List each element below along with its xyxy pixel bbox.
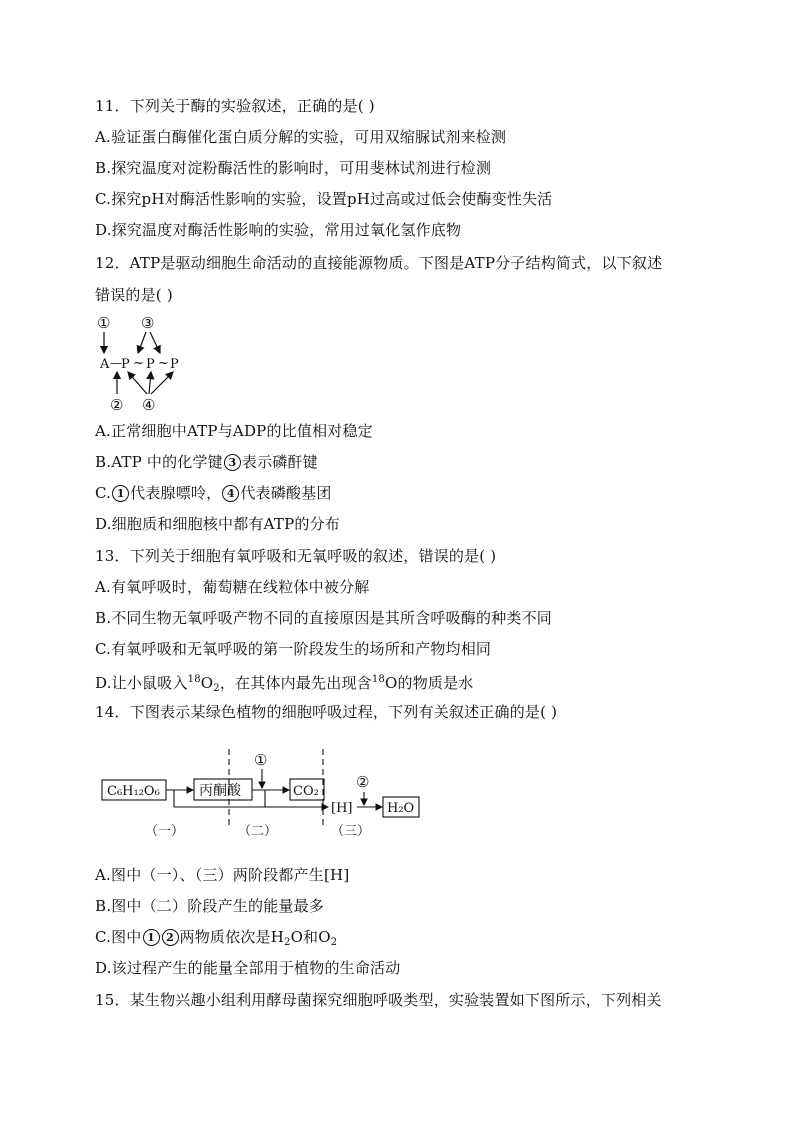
respiration-diagram (95, 745, 435, 845)
atp-arrow-4-left (128, 372, 147, 394)
q13-option-d (95, 670, 474, 699)
q13-stem: 13．下列关于细胞有氧呼吸和无氧呼吸的叙述，错误的是( ) (95, 547, 497, 565)
q12-stem-line1: 12．ATP是驱动细胞生命活动的直接能源物质。下图是ATP分子结构简式，以下叙述 (95, 254, 663, 272)
atp-arrow-4-mid (149, 372, 151, 394)
circled-1: 1 (112, 485, 129, 502)
atp-bond-high-2: ~ (158, 356, 169, 371)
q12-option-b-text: B.ATP 中的化学键 (95, 453, 223, 471)
atp-bond-high-1: ~ (133, 356, 144, 371)
circled-3: 3 (224, 454, 241, 471)
glucose-label: C₆H₁₂O₆ (107, 784, 160, 799)
stage-1-label: （一） (145, 824, 185, 839)
q12-stem-line2: 错误的是( ) (95, 286, 173, 304)
atp-node-p2: P (146, 357, 155, 372)
subscript-2: 2 (213, 683, 220, 694)
stage-2-label: （二） (238, 824, 278, 839)
atp-label-2: ② (110, 396, 124, 414)
h2o-label: H₂O (387, 801, 415, 816)
atp-arrow-4-right (151, 372, 173, 394)
stage-3-label: （三） (331, 824, 371, 839)
q14-option-c-text-mid2: O和O (290, 928, 331, 946)
oxygen-symbol: O (200, 674, 214, 692)
q14-option-c-text: C.图中 (95, 928, 142, 946)
q13-option-b: B.不同生物无氧呼吸产物不同的直接原因是其所含呼吸酶的种类不同 (95, 609, 552, 627)
pyruvate-label: 丙酮酸 (199, 783, 241, 799)
q12-option-a: A.正常细胞中ATP与ADP的比值相对稳定 (95, 422, 373, 440)
q14-option-d: D.该过程产生的能量全部用于植物的生命活动 (95, 959, 401, 977)
atp-node-p1: P (121, 357, 130, 372)
circled-4: 4 (222, 485, 239, 502)
mark-2: ② (356, 773, 370, 791)
atp-node-p3: P (170, 357, 179, 372)
circled-2: 2 (162, 929, 179, 946)
h-label: [H] (331, 801, 353, 816)
q13-option-d-text: D.让小鼠吸入 (95, 674, 188, 692)
q14-option-b: B.图中（二）阶段产生的能量最多 (95, 897, 324, 915)
q14-option-c-text-mid: 两物质依次是H (179, 928, 284, 946)
superscript-18: 18 (371, 674, 385, 685)
q15-stem: 15．某生物兴趣小组利用酵母菌探究细胞呼吸类型，实验装置如下图所示，下列相关 (95, 991, 662, 1009)
atp-arrow-3-right (150, 332, 160, 353)
superscript-18: 18 (187, 674, 201, 685)
q13-option-c: C.有氧呼吸和无氧呼吸的第一阶段发生的场所和产物均相同 (95, 640, 492, 658)
q13-option-d-text-mid: ，在其体内最先出现含 (219, 674, 372, 692)
q11-option-b: B.探究温度对淀粉酶活性的影响时，可用斐林试剂进行检测 (95, 159, 492, 177)
q14-option-a: A.图中（一）、（三）两阶段都产生[H] (95, 866, 350, 884)
q12-option-c-text-end: 代表磷酸基团 (240, 484, 332, 502)
q14-stem: 14．下图表示某绿色植物的细胞呼吸过程，下列有关叙述正确的是( ) (95, 703, 558, 721)
q13-option-a: A.有氧呼吸时，葡萄糖在线粒体中被分解 (95, 578, 370, 596)
q11-option-c: C.探究pH对酶活性影响的实验，设置pH过高或过低会使酶变性失活 (95, 190, 553, 208)
atp-label-4: ④ (142, 396, 156, 414)
q12-option-c (95, 483, 332, 503)
circled-1: 1 (143, 929, 160, 946)
atp-label-3: ③ (141, 314, 155, 332)
q11-stem: 11．下列关于酶的实验叙述，正确的是( ) (95, 97, 375, 115)
atp-structure-diagram (92, 310, 202, 415)
atp-node-a: A (100, 357, 110, 372)
atp-label-1: ① (97, 314, 111, 332)
q11-option-d: D.探究温度对酶活性影响的实验，常用过氧化氢作底物 (95, 221, 462, 239)
co2-label: CO₂ (293, 784, 319, 799)
q13-option-d-text-end: O的物质是水 (385, 674, 474, 692)
q12-option-c-text: 代表腺嘌呤， (130, 484, 222, 502)
q12-option-d: D.细胞质和细胞核中都有ATP的分布 (95, 515, 340, 533)
q12-option-b (95, 452, 318, 472)
mark-1: ① (254, 751, 268, 769)
q14-option-c (95, 927, 337, 953)
q11-option-a: A.验证蛋白酶催化蛋白质分解的实验，可用双缩脲试剂来检测 (95, 128, 507, 146)
atp-arrow-3-left (138, 332, 146, 353)
subscript-2: 2 (330, 937, 338, 948)
q12-option-c-prefix: C. (95, 484, 112, 502)
atp-bond-single: — (110, 356, 122, 370)
subscript-2: 2 (284, 937, 291, 948)
q12-option-b-text-end: 表示磷酐键 (241, 453, 318, 471)
